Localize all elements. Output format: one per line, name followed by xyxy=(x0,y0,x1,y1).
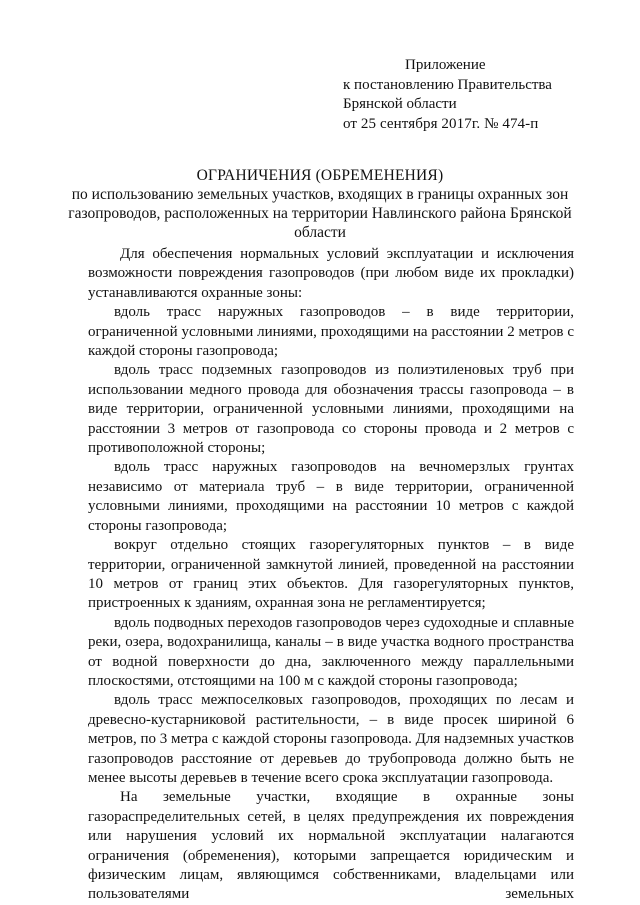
body-paragraph-permafrost: вдоль трасс наружных газопроводов на вечномерзлых грунтах независимо от материала труб – в виде территории, ограниченной условными линиями, проходящими на расстоянии 10 метров с каждой стороны газопровода; xyxy=(88,459,574,534)
body-paragraph-underwater-crossings: вдоль подводных переходов газопроводов через судоходные и сплавные реки, озера, водохранилища, каналы – в виде участка водного пространства от водной поверхности до дна, заключенного между параллельными плоскостями, отстоящими на 100 м с каждой стороны газопровода; xyxy=(88,614,574,689)
body-paragraph-underground-pipelines: вдоль трасс подземных газопроводов из полиэтиленовых труб при использовании медного провода для обозначения трассы газопровода – в виде территории, ограниченной условными линиями, проходящими на расстоянии 3 метров от газопровода со стороны провода и 2 метров с противоположной стороны; xyxy=(88,362,574,457)
body-paragraph-restrictions: На земельные участки, входящие в охранные зоны газораспределительных сетей, в целях предупреждения их повреждения или нарушения условий их нормальной эксплуатации налагаются ограничения (обременения), которыми запрещается юридическим и физическим лицам, являющимся собственниками, владельцами или пользователями земельных xyxy=(88,789,574,903)
appendix-region: Брянской области xyxy=(343,96,457,112)
appendix-date-number: от 25 сентября 2017г. № 474-п xyxy=(343,115,539,132)
body-paragraph-outer-pipelines: вдоль трасс наружных газопроводов – в виде территории, ограниченной условными линиями, проходящими на расстоянии 2 метров с каждой стороны газопровода; xyxy=(88,304,574,360)
body-paragraph-intersettlement: вдоль трасс межпоселковых газопроводов, проходящих по лесам и древесно-кустарниковой растительности, – в виде просек шириной 6 метров, по 3 метра с каждой стороны газопровода. Для надземных участков газопроводов расстояние от деревьев до трубопровода должно быть не менее высоты деревьев в течение всего срока эксплуатации газопровода. xyxy=(88,692,574,786)
appendix-resolution: к постановлению Правительства xyxy=(343,76,552,93)
title-subtitle: по использованию земельных участков, входящих в границы охранных зон газопроводов, расположенных на территории Навлинского района Брянской области xyxy=(68,186,572,241)
appendix-label: Приложение xyxy=(405,57,486,73)
document-title xyxy=(60,166,580,242)
document-body xyxy=(88,245,574,905)
body-paragraph-intro: Для обеспечения нормальных условий эксплуатации и исключения возможности повреждения газопроводов (при любом виде их прокладки) устанавливаются охранные зоны: xyxy=(88,246,574,301)
appendix-block xyxy=(343,56,613,134)
body-paragraph-regulator-points: вокруг отдельно стоящих газорегуляторных пунктов – в виде территории, ограниченной замкнутой линией, проведенной на расстоянии 10 метров от границ этих объектов. Для газорегуляторных пунктов, пристроенных к зданиям, охранная зона не регламентируется; xyxy=(88,537,574,612)
title-heading: ОГРАНИЧЕНИЯ (ОБРЕМЕНЕНИЯ) xyxy=(196,167,444,184)
